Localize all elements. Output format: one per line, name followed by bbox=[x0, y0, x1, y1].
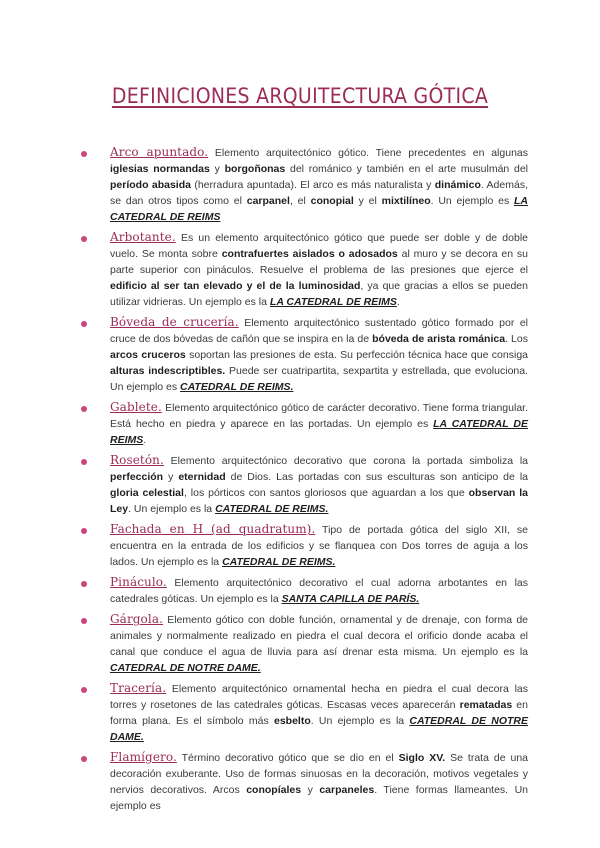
body-text: Elemento arquitectónico sustentado gótico formado por el cruce de dos bóvedas de cañón que se inspira en la de bbox=[110, 317, 528, 345]
bold-phrase: contrafuertes aislados o adosados bbox=[221, 248, 398, 260]
definition-entry bbox=[90, 314, 528, 395]
bullet-icon bbox=[81, 151, 87, 157]
bold-phrase: perfección bbox=[110, 471, 164, 483]
bullet-icon bbox=[81, 406, 87, 412]
body-text: . Además, se dan otros tipos como el bbox=[110, 179, 528, 207]
definition-text bbox=[110, 399, 528, 448]
body-text: . bbox=[396, 296, 400, 308]
body-text: Elemento arquitectónico gótico de carácter decorativo. Tiene forma triangular. Está hecho en piedra y aparece en las portadas. Un ejemplo es bbox=[110, 402, 528, 430]
definition-term: Flamígero. bbox=[110, 750, 177, 764]
body-text: y bbox=[301, 784, 320, 796]
definition-text bbox=[110, 314, 528, 395]
bold-phrase: observan la Ley bbox=[110, 487, 528, 515]
bold-phrase: período abasida bbox=[110, 179, 191, 191]
bullet-icon bbox=[81, 618, 87, 624]
example-reference: CATEDRAL DE REIMS. bbox=[222, 556, 336, 568]
definition-term: Bóveda de crucería. bbox=[110, 315, 239, 329]
bullet-icon bbox=[81, 581, 87, 587]
definition-text bbox=[110, 229, 528, 310]
bullet-icon bbox=[81, 321, 87, 327]
body-text: Término decorativo gótico que se dio en el bbox=[176, 752, 399, 764]
body-text: Tipo de portada gótica del siglo XII, se encuentra en la entrada de los edificios y se flanquea con Dos torres de aguja a los lados. Un ejemplo es la bbox=[110, 524, 528, 568]
example-reference: LA CATEDRAL DE REIMS bbox=[110, 418, 528, 446]
definition-term: Arbotante. bbox=[110, 230, 176, 244]
bullet-icon bbox=[81, 756, 87, 762]
body-text: de Dios. Las portadas con sus esculturas son anticipo de la bbox=[225, 471, 528, 483]
definition-term: Pináculo. bbox=[110, 575, 167, 589]
bold-phrase: conopíales bbox=[246, 784, 302, 796]
body-text: . Tiene formas llameantes. Un ejemplo es bbox=[110, 784, 528, 812]
definition-text bbox=[110, 144, 528, 225]
definition-text bbox=[110, 521, 528, 570]
body-text: Elemento gótico con doble función, ornamental y de drenaje, con forma de animales y normalmente realizado en piedra el cual decora el orificio donde acaba el canal que conduce el agua de lluvia para así drenar esta misma. Un ejemplo es la bbox=[110, 614, 528, 658]
body-text: Elemento arquitectónico decorativo el cual adorna arbotantes en las catedrales góticas. Un ejemplo es la bbox=[110, 577, 528, 605]
definition-text bbox=[110, 611, 528, 676]
bullet-icon bbox=[81, 236, 87, 242]
definition-entry bbox=[90, 399, 528, 448]
body-text: y bbox=[163, 471, 179, 483]
definition-list bbox=[90, 144, 528, 818]
definition-text bbox=[110, 452, 528, 517]
definition-term: Gárgola. bbox=[110, 612, 163, 626]
bold-phrase: mixtilíneo bbox=[381, 195, 431, 207]
bold-phrase: edificio al ser tan elevado y el de la luminosidad bbox=[110, 280, 361, 292]
page-title-text: DEFINICIONES ARQUITECTURA GÓTICA bbox=[111, 84, 489, 108]
example-reference: LA CATEDRAL DE REIMS bbox=[110, 195, 528, 223]
definition-text bbox=[110, 749, 528, 814]
body-text: Elemento arquitectónico decorativo que corona la portada simboliza la bbox=[163, 455, 528, 467]
body-text: . Un ejemplo es la bbox=[310, 715, 410, 727]
definition-term: Gablete. bbox=[110, 400, 162, 414]
definition-entry bbox=[90, 611, 528, 676]
body-text: y el bbox=[353, 195, 382, 207]
body-text: . bbox=[143, 434, 147, 446]
body-text: (herradura apuntada). El arco es más naturalista y bbox=[190, 179, 435, 191]
body-text: al muro y se decora en su parte superior con pináculos. Resuelve el problema de las presiones que ejerce el bbox=[110, 248, 528, 276]
example-reference: CATEDRAL DE REIMS. bbox=[180, 381, 294, 393]
definition-text bbox=[110, 574, 528, 607]
example-reference: SANTA CAPILLA DE PARÍS. bbox=[281, 593, 420, 605]
body-text: del románico y también en el arte musulmán del bbox=[285, 163, 528, 175]
body-text: Elemento arquitectónico ornamental hecha en piedra el cual decora las torres y rosetones de las catedrales góticas. Escasas veces aparecerán bbox=[110, 683, 528, 711]
bold-phrase: arcos cruceros bbox=[110, 349, 186, 361]
bold-phrase: borgoñonas bbox=[224, 163, 286, 175]
body-text: en forma plana. Es el símbolo más bbox=[110, 699, 528, 727]
body-text: , el bbox=[289, 195, 311, 207]
definition-term: Arco apuntado. bbox=[110, 145, 209, 159]
bold-phrase: dinámico bbox=[434, 179, 481, 191]
body-text: Es un elemento arquitectónico gótico que puede ser doble y de doble vuelo. Se monta sobre bbox=[110, 232, 528, 260]
bold-phrase: rematadas bbox=[459, 699, 513, 711]
bold-phrase: alturas indescriptibles. bbox=[110, 365, 226, 377]
body-text: , los pórticos con santos gloriosos que aguardan a los que bbox=[183, 487, 469, 499]
bold-phrase: carpaneles bbox=[319, 784, 375, 796]
definition-entry bbox=[90, 452, 528, 517]
example-reference: CATEDRAL DE REIMS. bbox=[215, 503, 329, 515]
bold-phrase: gloria celestial bbox=[110, 487, 184, 499]
bullet-icon bbox=[81, 687, 87, 693]
bold-phrase: eternidad bbox=[178, 471, 226, 483]
bullet-icon bbox=[81, 459, 87, 465]
definition-term: Tracería. bbox=[110, 681, 167, 695]
bold-phrase: iglesias normandas bbox=[110, 163, 210, 175]
body-text: . Un ejemplo es la bbox=[128, 503, 216, 515]
body-text: Elemento arquitectónico gótico. Tiene precedentes en algunas bbox=[208, 147, 528, 159]
body-text: Puede ser cuatripartita, sexpartita y estrellada, que evoluciona. Un ejemplo es bbox=[110, 365, 528, 393]
body-text: soportan las presiones de esta. Su perfección técnica hace que consiga bbox=[185, 349, 528, 361]
body-text: y bbox=[209, 163, 225, 175]
example-reference: CATEDRAL DE NOTRE DAME. bbox=[110, 715, 528, 743]
definition-entry bbox=[90, 229, 528, 310]
example-reference: LA CATEDRAL DE REIMS bbox=[269, 296, 397, 308]
definition-entry bbox=[90, 574, 528, 607]
definition-term: Fachada en H (ad quadratum). bbox=[110, 522, 316, 536]
bold-phrase: bóveda de arista románica bbox=[372, 333, 506, 345]
bullet-icon bbox=[81, 528, 87, 534]
page-title bbox=[0, 84, 600, 108]
bold-phrase: Siglo XV. bbox=[398, 752, 446, 764]
definition-entry bbox=[90, 749, 528, 814]
body-text: Se trata de una decoración exuberante. Uso de formas sinuosas en la decoración, motivos vegetales y nervios decorativos. Arcos bbox=[110, 752, 528, 796]
bold-phrase: carpanel bbox=[246, 195, 290, 207]
definition-text bbox=[110, 680, 528, 745]
body-text: . Un ejemplo es bbox=[430, 195, 514, 207]
bold-phrase: conopial bbox=[310, 195, 354, 207]
definition-entry bbox=[90, 144, 528, 225]
definition-term: Rosetón. bbox=[110, 453, 164, 467]
body-text: , ya que gracias a ellos se pueden utilizar vidrieras. Un ejemplo es la bbox=[110, 280, 528, 308]
definition-entry bbox=[90, 521, 528, 570]
definition-entry bbox=[90, 680, 528, 745]
bold-phrase: esbelto bbox=[273, 715, 311, 727]
example-reference: CATEDRAL DE NOTRE DAME. bbox=[110, 662, 261, 674]
body-text: . Los bbox=[505, 333, 528, 345]
